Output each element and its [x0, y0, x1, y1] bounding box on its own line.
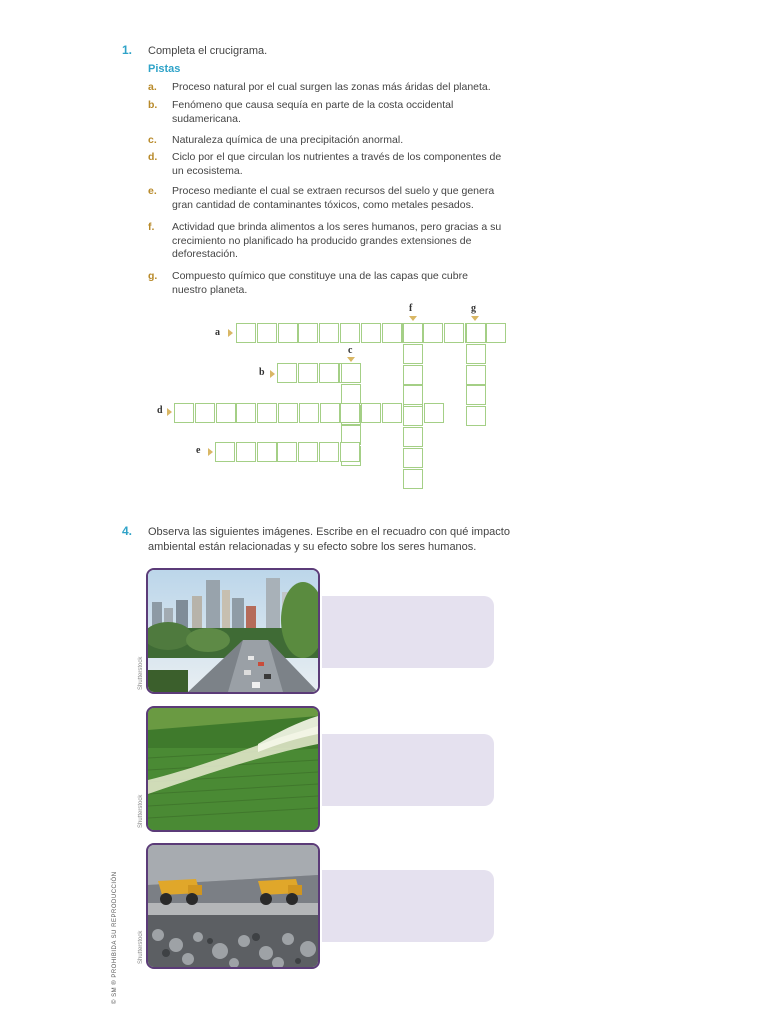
clue-letter: f.: [148, 221, 155, 233]
city-traffic-image: [148, 570, 318, 692]
clue-c: [148, 134, 508, 148]
answer-box-3[interactable]: [322, 870, 494, 942]
crossword-cell-e[interactable]: [257, 442, 277, 462]
crossword-cell-c[interactable]: [341, 363, 361, 383]
crossword-cell-f[interactable]: [403, 469, 423, 489]
arrow-icon: [270, 370, 275, 378]
crossword-cell-f[interactable]: [403, 406, 423, 426]
crossword-cell-d[interactable]: [174, 403, 194, 423]
crossword-cell-d[interactable]: [424, 403, 444, 423]
clue-letter: e.: [148, 185, 157, 197]
crossword-cell-d[interactable]: [216, 403, 236, 423]
crossword-label-e: e: [196, 445, 201, 456]
crossword-cell-f[interactable]: [403, 344, 423, 364]
crossword-cell-d[interactable]: [278, 403, 298, 423]
pistas-heading: Pistas: [148, 63, 181, 75]
photo-credit-2: Shutterstock: [138, 794, 144, 828]
arrow-icon: [167, 408, 172, 416]
crossword-cell-e[interactable]: [236, 442, 256, 462]
crossword-cell-g[interactable]: [466, 344, 486, 364]
activity-4-number: 4.: [122, 524, 133, 538]
crossword-cell-g[interactable]: [466, 323, 486, 343]
crossword-cell-a[interactable]: [298, 323, 318, 343]
answer-box-2[interactable]: [322, 734, 494, 806]
clue-a: [148, 81, 508, 95]
crossword-cell-a[interactable]: [486, 323, 506, 343]
mining-trucks-photo: [146, 843, 320, 969]
crossword-cell-g[interactable]: [466, 406, 486, 426]
crossword-cell-a[interactable]: [278, 323, 298, 343]
clue-letter: c.: [148, 134, 157, 146]
clue-g: [148, 270, 508, 298]
crop-spraying-photo: [146, 706, 320, 832]
activity-1-instruction: Completa el crucigrama.: [148, 45, 268, 57]
crossword-cell-d[interactable]: [195, 403, 215, 423]
crossword-cell-d[interactable]: [320, 403, 340, 423]
crossword-cell-d[interactable]: [257, 403, 277, 423]
crossword-cell-a[interactable]: [319, 323, 339, 343]
clue-letter: g.: [148, 270, 158, 282]
crossword-cell-e[interactable]: [340, 442, 360, 462]
clue-text: Fenómeno que causa sequía en parte de la costa occidental sudamericana.: [172, 99, 454, 125]
activity-4-instruction-line1: Observa las siguientes imágenes. Escribe en el recuadro con qué impacto: [148, 526, 510, 538]
clue-text: Compuesto químico que constituye una de las capas que cubre nuestro planeta.: [172, 270, 468, 296]
crossword-label-a: a: [215, 327, 220, 338]
clue-text: Proceso natural por el cual surgen las zonas más áridas del planeta.: [172, 81, 491, 93]
arrow-icon: [471, 316, 479, 321]
crossword-label-c: c: [348, 345, 353, 356]
crossword-cell-d[interactable]: [299, 403, 319, 423]
clue-text: Actividad que brinda alimentos a los seres humanos, pero gracias a su crecimiento no planificado ha producido grandes extensiones de deforestación.: [172, 221, 502, 260]
clue-letter: d.: [148, 151, 158, 163]
crossword-label-d: d: [157, 405, 163, 416]
clue-d: [148, 151, 508, 179]
crossword-cell-f[interactable]: [403, 427, 423, 447]
crossword-cell-f[interactable]: [403, 448, 423, 468]
clue-letter: a.: [148, 81, 157, 93]
crossword-cell-b[interactable]: [277, 363, 297, 383]
crossword-cell-c[interactable]: [341, 384, 361, 404]
crossword-cell-a[interactable]: [444, 323, 464, 343]
clue-text: Proceso mediante el cual se extraen recursos del suelo y que genera gran cantidad de contaminantes tóxicos, como metales pesados.: [172, 185, 495, 211]
crossword-cell-b[interactable]: [298, 363, 318, 383]
crossword-cell-e[interactable]: [277, 442, 297, 462]
answer-box-1[interactable]: [322, 596, 494, 668]
crossword-cell-g[interactable]: [466, 365, 486, 385]
arrow-icon: [208, 448, 213, 456]
crossword-cell-b[interactable]: [319, 363, 339, 383]
crossword-cell-a[interactable]: [382, 323, 402, 343]
clue-e: [148, 185, 508, 213]
crossword-cell-g[interactable]: [466, 385, 486, 405]
crossword-cell-d[interactable]: [340, 403, 360, 423]
crossword-cell-a[interactable]: [257, 323, 277, 343]
copyright-notice: © SM ® PROHIBIDA SU REPRODUCCIÓN: [112, 871, 118, 1004]
crop-spraying-image: [148, 708, 318, 830]
crossword-cell-e[interactable]: [215, 442, 235, 462]
crossword-cell-e[interactable]: [319, 442, 339, 462]
photo-credit-3: Shutterstock: [138, 930, 144, 964]
activity-4-instruction-line2: ambiental están relacionadas y su efecto sobre los seres humanos.: [148, 541, 477, 553]
crossword-label-f: f: [409, 303, 413, 314]
crossword-label-b: b: [259, 367, 265, 378]
clue-text: Ciclo por el que circulan los nutrientes a través de los componentes de un ecosistema.: [172, 151, 502, 177]
arrow-icon: [228, 329, 233, 337]
activity-1-number: 1.: [122, 43, 133, 57]
crossword-cell-f[interactable]: [403, 365, 423, 385]
crossword-cell-d[interactable]: [382, 403, 402, 423]
clue-b: [148, 99, 508, 127]
crossword-cell-f[interactable]: [403, 323, 423, 343]
clue-text: Naturaleza química de una precipitación anormal.: [172, 134, 404, 146]
city-traffic-photo: [146, 568, 320, 694]
arrow-icon: [347, 357, 355, 362]
arrow-icon: [409, 316, 417, 321]
photo-credit-1: Shutterstock: [138, 656, 144, 690]
crossword-cell-a[interactable]: [361, 323, 381, 343]
crossword-cell-d[interactable]: [236, 403, 256, 423]
crossword-label-g: g: [471, 303, 476, 314]
crossword-cell-a[interactable]: [340, 323, 360, 343]
crossword-cell-d[interactable]: [361, 403, 381, 423]
crossword-cell-a[interactable]: [236, 323, 256, 343]
crossword-cell-a[interactable]: [423, 323, 443, 343]
clue-letter: b.: [148, 99, 158, 111]
clue-f: [148, 221, 508, 263]
crossword-cell-e[interactable]: [298, 442, 318, 462]
mining-trucks-image: [148, 845, 318, 969]
crossword-cell-f[interactable]: [403, 385, 423, 405]
